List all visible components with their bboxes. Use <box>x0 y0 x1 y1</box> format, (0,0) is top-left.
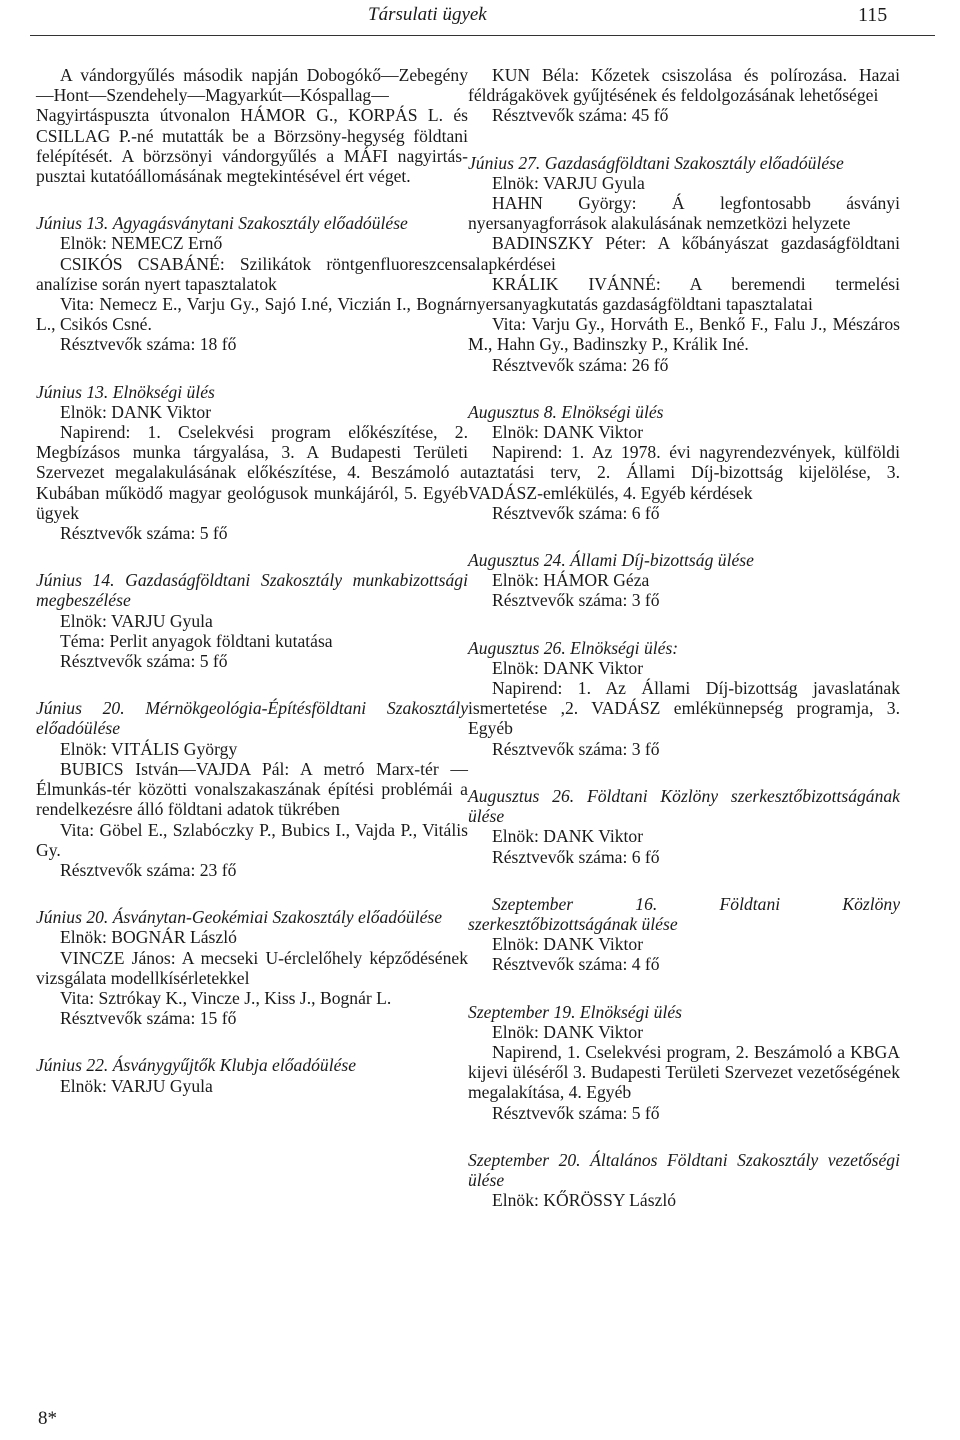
signature-mark: 8* <box>38 1408 57 1429</box>
entry-line: Elnök: DANK Viktor <box>492 657 644 678</box>
header-rule <box>30 35 935 36</box>
entry-line: Résztvevők száma: 3 fő <box>492 590 660 611</box>
entry-date: Június 27. <box>468 152 541 173</box>
entry-title: Ásványtan-Geokémiai Szakosztály előadóülése <box>112 907 443 928</box>
meeting-entry <box>36 698 468 880</box>
entry-line: BADINSZKY Péter: A kőbányászat gazdaságföldtani alapkérdései <box>468 233 900 274</box>
meeting-entry <box>468 153 900 375</box>
entry-date: Június 14. <box>36 570 115 591</box>
entry-date: Június 13. <box>36 381 109 402</box>
entry-line: Napirend, 1. Cselekvési program, 2. Beszámoló a KBGA kijevi üléséről 3. Budapesti Területi Szervezet vezetőségének megalakítása, 4. Egyéb <box>468 1041 900 1103</box>
entry-heading <box>468 550 900 570</box>
meeting-entry <box>36 213 468 354</box>
entry-title: Elnökségi ülés <box>579 1001 683 1022</box>
running-title: Társulati ügyek <box>368 4 487 25</box>
entry-line: Vita: Nemecz E., Varju Gy., Sajó I.né, Viczián I., Bognár L., Csikós Csné. <box>36 294 468 335</box>
meeting-entry <box>36 1055 468 1095</box>
entry-line: Elnök: NEMECZ Ernő <box>60 233 223 254</box>
entry-heading <box>36 213 468 233</box>
entry-title: Elnökségi ülés <box>561 401 664 422</box>
entry-date: Június 13. <box>36 213 109 234</box>
entry-line: Résztvevők száma: 5 fő <box>60 523 228 544</box>
entry-title: Állami Díj-bizottság ülése <box>570 550 754 571</box>
entry-title: Gazdaságföldtani Szakosztály előadóülése <box>544 152 844 173</box>
meeting-entry <box>468 550 900 611</box>
entry-heading <box>36 698 468 738</box>
entry-title: Mérnökgeológia-Építésföldtani Szakosztály előadóülése <box>36 698 468 739</box>
entry-line: Résztvevők száma: 5 fő <box>60 651 228 672</box>
entry-line: CSIKÓS CSABÁNÉ: Szilikátok röntgenfluoreszcens analízise során nyert tapasztalatok <box>36 253 468 294</box>
meeting-entry <box>36 907 468 1028</box>
entry-heading <box>468 1150 900 1190</box>
entry-heading <box>36 382 468 402</box>
entry-line: KUN Béla: Kőzetek csiszolása és polírozása. Hazai féldrágakövek gyűjtésének és feldolgozásának lehetőségei <box>468 65 900 106</box>
entry-heading <box>36 1055 468 1075</box>
entry-line: Elnök: DANK Viktor <box>492 422 644 443</box>
entry-title: Agyagásványtani Szakosztály előadóülése <box>112 213 408 234</box>
intro-paragraph <box>36 65 468 186</box>
entry-heading <box>468 402 900 422</box>
entry-line: Elnök: DANK Viktor <box>60 401 212 422</box>
entry-line: Téma: Perlit anyagok földtani kutatása <box>60 630 333 651</box>
entry-title: Földtani Közlöny szerkesztőbizottságának ülése <box>468 785 900 827</box>
entry-line: Elnök: DANK Viktor <box>492 1021 644 1042</box>
entry-line: Résztvevők száma: 45 fő <box>492 105 669 126</box>
entry-line: Napirend: 1. Az 1978. évi nagyrendezvények, külföldi utaztatási terv, 2. Állami Díj-bizottság kijelölése, 3. VADÁSZ-emlékülés, 4. Egyéb kérdések <box>468 442 900 503</box>
meeting-entry <box>468 786 900 867</box>
entry-title: Elnökségi ülés: <box>570 637 679 658</box>
entry-line: Résztvevők száma: 18 fő <box>60 334 237 355</box>
entry-line: Elnök: DANK Viktor <box>492 934 644 955</box>
entry-line: Résztvevők száma: 6 fő <box>492 846 660 867</box>
entry-line: Vita: Göbel E., Szlabóczky P., Bubics I., Vajda P., Vitális Gy. <box>36 819 468 860</box>
entry-date: Augusztus 8. <box>468 401 557 422</box>
meeting-entry <box>468 1002 900 1123</box>
entry-line: Résztvevők száma: 5 fő <box>492 1102 660 1123</box>
entry-date: Június 20. <box>36 907 109 928</box>
entry-line: Résztvevők száma: 4 fő <box>492 954 660 975</box>
entry-heading <box>468 786 900 826</box>
meeting-entry <box>468 1150 900 1211</box>
entry-line: Vita: Sztrókay K., Vincze J., Kiss J., Bognár L. <box>60 987 392 1008</box>
entry-line: Elnök: BOGNÁR László <box>60 927 237 948</box>
entry-date: Szeptember 16. <box>492 893 658 914</box>
entry-heading <box>468 894 900 934</box>
meeting-entry-continued <box>468 65 900 126</box>
entry-date: Június 20. <box>36 698 125 719</box>
page-number: 115 <box>858 4 888 26</box>
entry-line: Elnök: HÁMOR Géza <box>492 570 650 591</box>
entry-line: HAHN György: Á legfontosabb ásványi nyersanyagforrások alakulásának nemzetközi helyzete <box>468 193 900 234</box>
entry-line: Elnök: KŐRÖSSY László <box>492 1190 677 1211</box>
entry-date: Szeptember 19. <box>468 1001 576 1022</box>
entry-line: Résztvevők száma: 23 fő <box>60 859 237 880</box>
entry-line: Résztvevők száma: 6 fő <box>492 502 660 523</box>
entry-line: Elnök: VARJU Gyula <box>60 1075 213 1096</box>
entry-title: Elnökségi ülés <box>112 381 215 402</box>
meeting-entry <box>468 638 900 759</box>
entry-date: Augusztus 26. <box>468 637 566 658</box>
meeting-entry <box>468 894 900 975</box>
entry-line: Elnök: VARJU Gyula <box>492 172 645 193</box>
entry-line: Napirend: 1. Cselekvési program előkészítése, 2. Megbízásos munka tárgyalása, 3. A Budapesti Területi Szervezet megalakulásának előkészítése, 4. Beszámoló a Kubában működő magyar geológusok munkájáról, 5. Egyéb ügyek <box>36 422 468 523</box>
entry-title: Földtani Közlöny szerkesztőbizottságának ülése <box>468 893 901 934</box>
entry-line: BUBICS István—VAJDA Pál: A metró Marx-tér — Élmunkás-tér közötti vonalszakaszának építési problémái a rendelkezésre álló földtani adatok tükrében <box>36 758 468 820</box>
entry-heading <box>468 1002 900 1022</box>
entry-date: Szeptember 20. <box>468 1149 581 1170</box>
entry-line: Résztvevők száma: 26 fő <box>492 354 669 375</box>
entry-date: Augusztus 26. <box>468 785 575 806</box>
entry-title: Ásványgyűjtők Klubja előadóülése <box>112 1055 357 1076</box>
page-header <box>0 0 960 40</box>
entry-line: Vita: Varju Gy., Horváth E., Benkő F., Falu J., Mészáros M., Hahn Gy., Badinszky P., Králik Iné. <box>468 314 900 355</box>
entry-line: Résztvevők száma: 3 fő <box>492 738 660 759</box>
entry-line: Elnök: DANK Viktor <box>492 826 644 847</box>
right-column <box>468 65 900 1210</box>
entry-title: Gazdaságföldtani Szakosztály munkabizottsági megbeszélése <box>36 570 468 611</box>
entry-heading <box>36 907 468 927</box>
paragraph-text: A vándorgyűlés második napján Dobogókő—Zebegény—Hont—Szendehely—Magyarkút—Kóspallag—Nagyirtáspuszta útvonalon HÁMOR G., KORPÁS L. és CSILLAG P.-né mutatták be a Börzsöny-hegység földtani felépítését. A börzsönyi vándorgyűlés a MÁFI nagyirtás-pusztai kutatóállomásának megtekintésével ért véget. <box>36 65 468 187</box>
entry-heading <box>468 638 900 658</box>
entry-line: Elnök: VARJU Gyula <box>60 610 213 631</box>
entry-title: Általános Földtani Szakosztály vezetőségi ülése <box>468 1149 900 1190</box>
entry-line: VINCZE János: A mecseki U-érclelőhely képződésének vizsgálata modellkísérletekkel <box>36 947 468 988</box>
entry-heading <box>36 570 468 610</box>
entry-line: Napirend: 1. Az Állami Díj-bizottság javaslatának ismertetése ,2. VADÁSZ emlékünnepség programja, 3. Egyéb <box>468 678 900 739</box>
entry-heading <box>468 153 900 173</box>
meeting-entry <box>468 402 900 523</box>
entry-line: KRÁLIK IVÁNNÉ: A beremendi termelési nyersanyagkutatás gazdaságföldtani tapasztalatai <box>468 273 900 315</box>
meeting-entry <box>36 382 468 544</box>
entry-line: Elnök: VITÁLIS György <box>60 738 238 759</box>
entry-date: Augusztus 24. <box>468 550 566 571</box>
meeting-entry <box>36 570 468 671</box>
left-column <box>36 65 468 1096</box>
entry-line: Résztvevők száma: 15 fő <box>60 1008 237 1029</box>
entry-date: Június 22. <box>36 1055 109 1076</box>
